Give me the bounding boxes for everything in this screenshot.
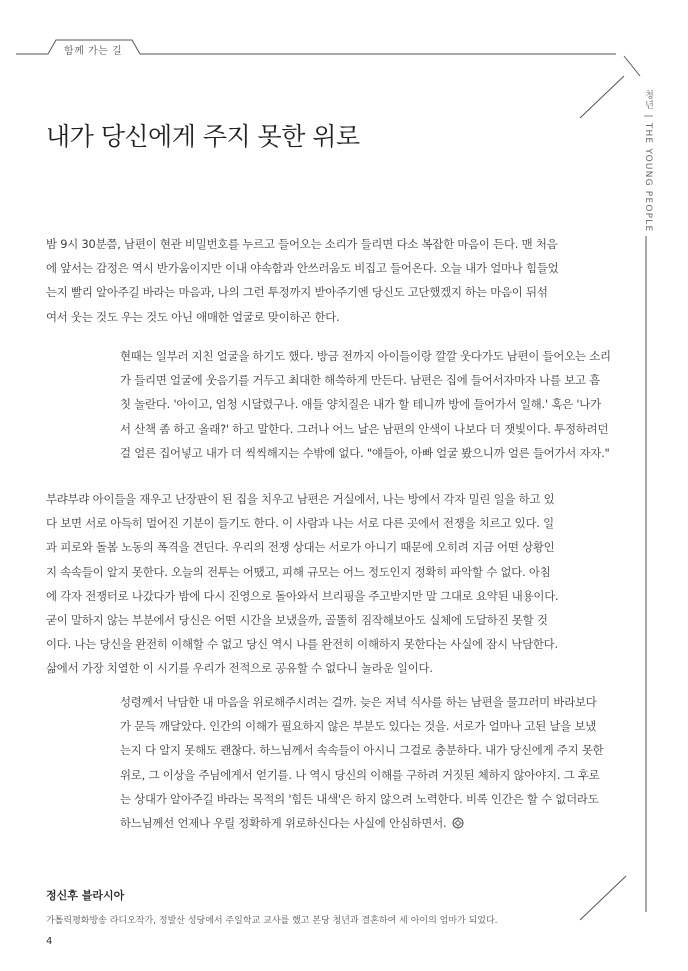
text-line: 과 피로와 돌봄 노동의 폭격을 견딘다. 우리의 전쟁 상대는 서로가 아니기 때문에 오히려 지금 어떤 상황인: [46, 540, 555, 555]
text-line-content: 하느님께선 언제나 우릴 정확하게 위로하신다는 사실에 안심하면서.: [120, 816, 447, 831]
text-line: 다 보면 서로 아득히 멀어진 기분이 들기도 한다. 이 사람과 나는 서로 다른 곳에서 전쟁을 치르고 있다. 일: [46, 516, 554, 531]
text-line: 에 각자 전쟁터로 나갔다가 밤에 다시 진영으로 돌아와서 브리핑을 주고받지만 말 그대로 요약된 내용이다.: [46, 588, 559, 603]
paragraph-3: [46, 487, 570, 681]
section-label: 함께 가는 길: [64, 46, 123, 57]
text-line: 는지 빨리 알아주길 바라는 마음과, 나의 그런 투정까지 받아주기엔 당신도 고단했겠지 하는 마음이 뒤섞: [46, 285, 548, 300]
text-line: 여서 웃는 것도 우는 것도 아닌 애매한 얼굴로 맞이하곤 한다.: [46, 309, 340, 324]
text-line: 밤 9시 30분쯤, 남편이 현관 비밀번호를 누르고 들어오는 소리가 들리면 다소 복잡한 마음이 든다. 맨 처음: [46, 237, 558, 251]
text-line: 칫 놀란다. '아이고, 엄청 시달렸구나. 애들 양치질은 내가 할 테니까 방에 들어가서 일해.' 혹은 '나가: [120, 397, 601, 412]
paragraph-4-indented: [120, 690, 616, 835]
text-line: 가 문득 깨달았다. 인간의 이해가 필요하지 않은 부분도 있다는 것을. 서로가 얼마나 고된 날을 보냈: [120, 719, 597, 734]
text-line: 이다. 나는 당신을 완전히 이해할 수 없고 당신 역시 나를 완전히 이해하지 못한다는 사실에 잠시 낙담한다.: [46, 637, 558, 652]
end-mark-icon: [452, 817, 464, 829]
author-name: 정신후 블라시아: [46, 889, 125, 902]
text-line: 위로, 그 이상을 주님에게서 얻기를. 나 역시 당신의 이해를 구하려 거짓된 체하지 않아야지. 그 후로: [120, 767, 600, 782]
side-section-label: 청년 | THE YOUNG PEOPLE: [643, 90, 653, 233]
text-line: 에 앞서는 감정은 역시 반가움이지만 이내 야속함과 안쓰러움도 비집고 들어온다. 오늘 내가 얼마나 힘들었: [46, 261, 559, 276]
text-line: 삶에서 가장 치열한 이 시기를 우리가 전적으로 공유할 수 없다니 놀라운 일이다.: [46, 661, 433, 676]
text-line: 걸 얼른 집어넣고 내가 더 씩씩해지는 수밖에 없다. "얘들아, 아빠 얼굴 봤으니까 얼른 들어가서 자자.": [120, 445, 610, 460]
text-line: 가 들리면 얼굴에 웃음기를 거두고 최대한 해쓱하게 만든다. 남편은 집에 들어서자마자 나를 보고 흠: [120, 373, 601, 388]
text-line: 는 상대가 알아주길 바라는 목적의 '힘든 내색'은 하지 않으려 노력한다. 비록 인간은 할 수 없더라도: [120, 791, 599, 806]
text-line: 현때는 일부러 지친 얼굴을 하기도 했다. 방금 전까지 아이들이랑 깔깔 웃다가도 남편이 들어오는 소리: [120, 349, 611, 363]
text-line: 는지 다 알지 못해도 괜찮다. 하느님께서 속속들이 아시니 그걸로 충분하다. 내가 당신에게 주지 못한: [120, 743, 604, 758]
text-line: 부랴부랴 아이들을 재우고 난장판이 된 집을 치우고 남편은 거실에서, 나는 방에서 각자 밀린 일을 하고 있: [46, 492, 555, 506]
text-line: 성령께서 낙담한 내 마음을 위로해주시려는 걸까. 늦은 저녁 식사를 하는 남편을 물끄러미 바라보다: [120, 695, 597, 709]
text-line: 굳이 말하지 않는 부분에서 당신은 어떤 시간을 보냈을까, 골똘히 짐작해보아도 실체에 도달하진 못할 것: [46, 613, 548, 628]
author-bio: 가톨릭평화방송 라디오작가, 정발산 성당에서 주일학교 교사를 했고 본당 청년과 결혼하여 세 아이의 엄마가 되었다.: [46, 916, 498, 926]
page-number: 4: [46, 936, 53, 947]
article-title: 내가 당신에게 주지 못한 위로: [46, 122, 360, 151]
text-line-last: [120, 811, 616, 835]
text-line: 서 산책 좀 하고 올래?' 하고 말한다. 그러나 어느 날은 남편의 안색이 나보다 더 잿빛이다. 투정하려던: [120, 421, 609, 436]
paragraph-2-indented: [120, 344, 616, 465]
paragraph-1: [46, 232, 570, 329]
text-line: 지 속속들이 알지 못한다. 오늘의 전투는 어땠고, 피해 규모는 어느 정도인지 정확히 파악할 수 없다. 아침: [46, 564, 551, 579]
